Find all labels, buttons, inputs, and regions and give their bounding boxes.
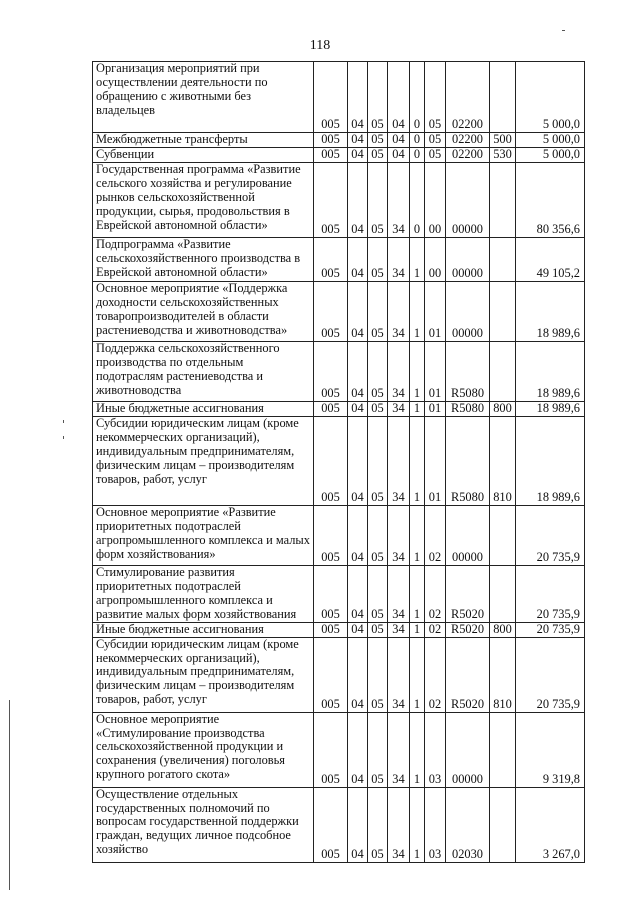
code-subprogram: 1 (410, 712, 425, 787)
code-program: 34 (388, 566, 410, 623)
code-admin: 005 (314, 506, 348, 566)
row-amount: 80 356,6 (516, 163, 585, 238)
code-expense-type: 500 (490, 133, 516, 148)
code-subprogram: 0 (410, 163, 425, 238)
code-program: 04 (388, 148, 410, 163)
code-subprogram: 1 (410, 417, 425, 506)
table-row (93, 62, 585, 133)
table-row (93, 637, 585, 712)
table-row (93, 712, 585, 787)
code-program: 34 (388, 282, 410, 342)
table-row (93, 787, 585, 862)
code-subprogram: 1 (410, 506, 425, 566)
code-event: 00 (425, 238, 446, 282)
table-row (93, 238, 585, 282)
code-event: 05 (425, 133, 446, 148)
code-event: 05 (425, 148, 446, 163)
code-section: 04 (348, 342, 368, 402)
code-expense-type (490, 712, 516, 787)
code-event: 00 (425, 163, 446, 238)
code-admin: 005 (314, 238, 348, 282)
code-direction: 00000 (446, 238, 490, 282)
code-subprogram: 1 (410, 566, 425, 623)
code-event: 01 (425, 282, 446, 342)
code-subprogram: 1 (410, 402, 425, 417)
code-subsection: 05 (368, 566, 388, 623)
budget-table (92, 61, 585, 863)
code-subprogram: 1 (410, 787, 425, 862)
code-subprogram: 0 (410, 148, 425, 163)
code-expense-type (490, 62, 516, 133)
margin-tick (63, 420, 64, 423)
row-name: Иные бюджетные ассигнования (93, 622, 314, 637)
code-section: 04 (348, 712, 368, 787)
row-amount: 20 735,9 (516, 506, 585, 566)
table-row (93, 133, 585, 148)
code-subsection: 05 (368, 163, 388, 238)
table-row (93, 566, 585, 623)
code-program: 04 (388, 133, 410, 148)
code-direction: R5080 (446, 417, 490, 506)
code-section: 04 (348, 282, 368, 342)
code-event: 02 (425, 566, 446, 623)
table-row (93, 622, 585, 637)
code-expense-type (490, 282, 516, 342)
code-expense-type (490, 787, 516, 862)
binding-line (9, 700, 10, 890)
code-program: 34 (388, 506, 410, 566)
code-admin: 005 (314, 133, 348, 148)
code-section: 04 (348, 787, 368, 862)
code-program: 34 (388, 417, 410, 506)
code-admin: 005 (314, 787, 348, 862)
code-event: 01 (425, 402, 446, 417)
code-subsection: 05 (368, 148, 388, 163)
code-subsection: 05 (368, 417, 388, 506)
row-amount: 20 735,9 (516, 637, 585, 712)
code-event: 03 (425, 787, 446, 862)
code-subsection: 05 (368, 133, 388, 148)
code-expense-type (490, 342, 516, 402)
code-subprogram: 1 (410, 238, 425, 282)
row-name: Стимулирование развития приоритетных подотраслей агропромышленного комплекса и развитие малых форм хозяйствования (93, 566, 314, 623)
code-program: 34 (388, 637, 410, 712)
code-program: 34 (388, 163, 410, 238)
code-subprogram: 0 (410, 62, 425, 133)
code-section: 04 (348, 238, 368, 282)
code-section: 04 (348, 133, 368, 148)
code-direction: 02200 (446, 133, 490, 148)
row-amount: 18 989,6 (516, 342, 585, 402)
row-amount: 18 989,6 (516, 402, 585, 417)
table-row (93, 417, 585, 506)
code-event: 01 (425, 417, 446, 506)
code-expense-type: 800 (490, 622, 516, 637)
code-subsection: 05 (368, 506, 388, 566)
table-row (93, 506, 585, 566)
code-event: 03 (425, 712, 446, 787)
code-section: 04 (348, 148, 368, 163)
code-expense-type (490, 566, 516, 623)
row-amount: 49 105,2 (516, 238, 585, 282)
code-subsection: 05 (368, 282, 388, 342)
row-name: Основное мероприятие «Развитие приоритетных подотраслей агропромышленного комплекса и малых форм хозяйствования» (93, 506, 314, 566)
code-admin: 005 (314, 417, 348, 506)
code-direction: 00000 (446, 506, 490, 566)
margin-tick (63, 436, 64, 439)
code-section: 04 (348, 417, 368, 506)
code-event: 01 (425, 342, 446, 402)
code-direction: R5080 (446, 342, 490, 402)
code-direction: 02200 (446, 62, 490, 133)
code-program: 34 (388, 787, 410, 862)
code-program: 34 (388, 622, 410, 637)
code-section: 04 (348, 163, 368, 238)
code-subprogram: 1 (410, 342, 425, 402)
code-subsection: 05 (368, 622, 388, 637)
row-name: Осуществление отдельных государственных полномочий по вопросам государственной поддержки граждан, ведущих личное подсобное хозяйство (93, 787, 314, 862)
code-event: 02 (425, 506, 446, 566)
row-name: Подпрограмма «Развитие сельскохозяйственного производства в Еврейской автономной области» (93, 238, 314, 282)
code-subsection: 05 (368, 712, 388, 787)
code-admin: 005 (314, 282, 348, 342)
row-amount: 20 735,9 (516, 566, 585, 623)
code-admin: 005 (314, 566, 348, 623)
table-row (93, 163, 585, 238)
code-subprogram: 1 (410, 282, 425, 342)
row-name: Основное мероприятие «Поддержка доходности сельскохозяйственных товаропроизводителей в области растениеводства и животноводства» (93, 282, 314, 342)
code-expense-type (490, 163, 516, 238)
code-section: 04 (348, 637, 368, 712)
page-number: 118 (309, 38, 331, 53)
code-admin: 005 (314, 712, 348, 787)
row-amount: 5 000,0 (516, 62, 585, 133)
code-event: 05 (425, 62, 446, 133)
code-event: 02 (425, 637, 446, 712)
code-admin: 005 (314, 62, 348, 133)
row-name: Субсидии юридическим лицам (кроме некоммерческих организаций), индивидуальным предпринимателям, физическим лицам – производителям товаров, работ, услуг (93, 417, 314, 506)
code-admin: 005 (314, 637, 348, 712)
code-program: 34 (388, 238, 410, 282)
code-subsection: 05 (368, 342, 388, 402)
code-direction: 02030 (446, 787, 490, 862)
row-amount: 3 267,0 (516, 787, 585, 862)
row-name: Иные бюджетные ассигнования (93, 402, 314, 417)
row-name: Субвенции (93, 148, 314, 163)
code-direction: 00000 (446, 712, 490, 787)
table-row (93, 282, 585, 342)
row-amount: 9 319,8 (516, 712, 585, 787)
code-direction: R5020 (446, 566, 490, 623)
code-direction: 00000 (446, 163, 490, 238)
code-program: 34 (388, 712, 410, 787)
code-expense-type: 530 (490, 148, 516, 163)
code-direction: R5080 (446, 402, 490, 417)
code-subsection: 05 (368, 787, 388, 862)
code-subprogram: 0 (410, 133, 425, 148)
code-direction: 02200 (446, 148, 490, 163)
row-amount: 18 989,6 (516, 282, 585, 342)
code-subprogram: 1 (410, 637, 425, 712)
row-name: Межбюджетные трансферты (93, 133, 314, 148)
code-program: 34 (388, 402, 410, 417)
table-row (93, 342, 585, 402)
code-direction: R5020 (446, 622, 490, 637)
code-section: 04 (348, 622, 368, 637)
code-section: 04 (348, 506, 368, 566)
code-admin: 005 (314, 622, 348, 637)
row-amount: 5 000,0 (516, 133, 585, 148)
code-direction: 00000 (446, 282, 490, 342)
table-row (93, 148, 585, 163)
code-admin: 005 (314, 148, 348, 163)
row-name: Субсидии юридическим лицам (кроме некоммерческих организаций), индивидуальным предпринимателям, физическим лицам – производителям товаров, работ, услуг (93, 637, 314, 712)
code-program: 04 (388, 62, 410, 133)
code-expense-type: 810 (490, 637, 516, 712)
code-expense-type: 800 (490, 402, 516, 417)
row-amount: 5 000,0 (516, 148, 585, 163)
code-subsection: 05 (368, 238, 388, 282)
code-program: 34 (388, 342, 410, 402)
row-amount: 20 735,9 (516, 622, 585, 637)
table-row (93, 402, 585, 417)
code-admin: 005 (314, 163, 348, 238)
code-section: 04 (348, 402, 368, 417)
code-expense-type (490, 506, 516, 566)
row-amount: 18 989,6 (516, 417, 585, 506)
code-expense-type (490, 238, 516, 282)
margin-tick (562, 30, 565, 31)
code-event: 02 (425, 622, 446, 637)
code-expense-type: 810 (490, 417, 516, 506)
row-name: Поддержка сельскохозяйственного производства по отдельным подотраслям растениеводства и животноводства (93, 342, 314, 402)
code-section: 04 (348, 62, 368, 133)
code-subsection: 05 (368, 62, 388, 133)
code-section: 04 (348, 566, 368, 623)
row-name: Государственная программа «Развитие сельского хозяйства и регулирование рынков сельскохозяйственной продукции, сырья, продовольствия в Еврейской автономной области» (93, 163, 314, 238)
code-subprogram: 1 (410, 622, 425, 637)
code-direction: R5020 (446, 637, 490, 712)
code-admin: 005 (314, 342, 348, 402)
row-name: Организация мероприятий при осуществлении деятельности по обращению с животными без владельцев (93, 62, 314, 133)
code-subsection: 05 (368, 402, 388, 417)
row-name: Основное мероприятие «Стимулирование производства сельскохозяйственной продукции и сохранения (увеличения) поголовья крупного рогатого скота» (93, 712, 314, 787)
code-subsection: 05 (368, 637, 388, 712)
code-admin: 005 (314, 402, 348, 417)
